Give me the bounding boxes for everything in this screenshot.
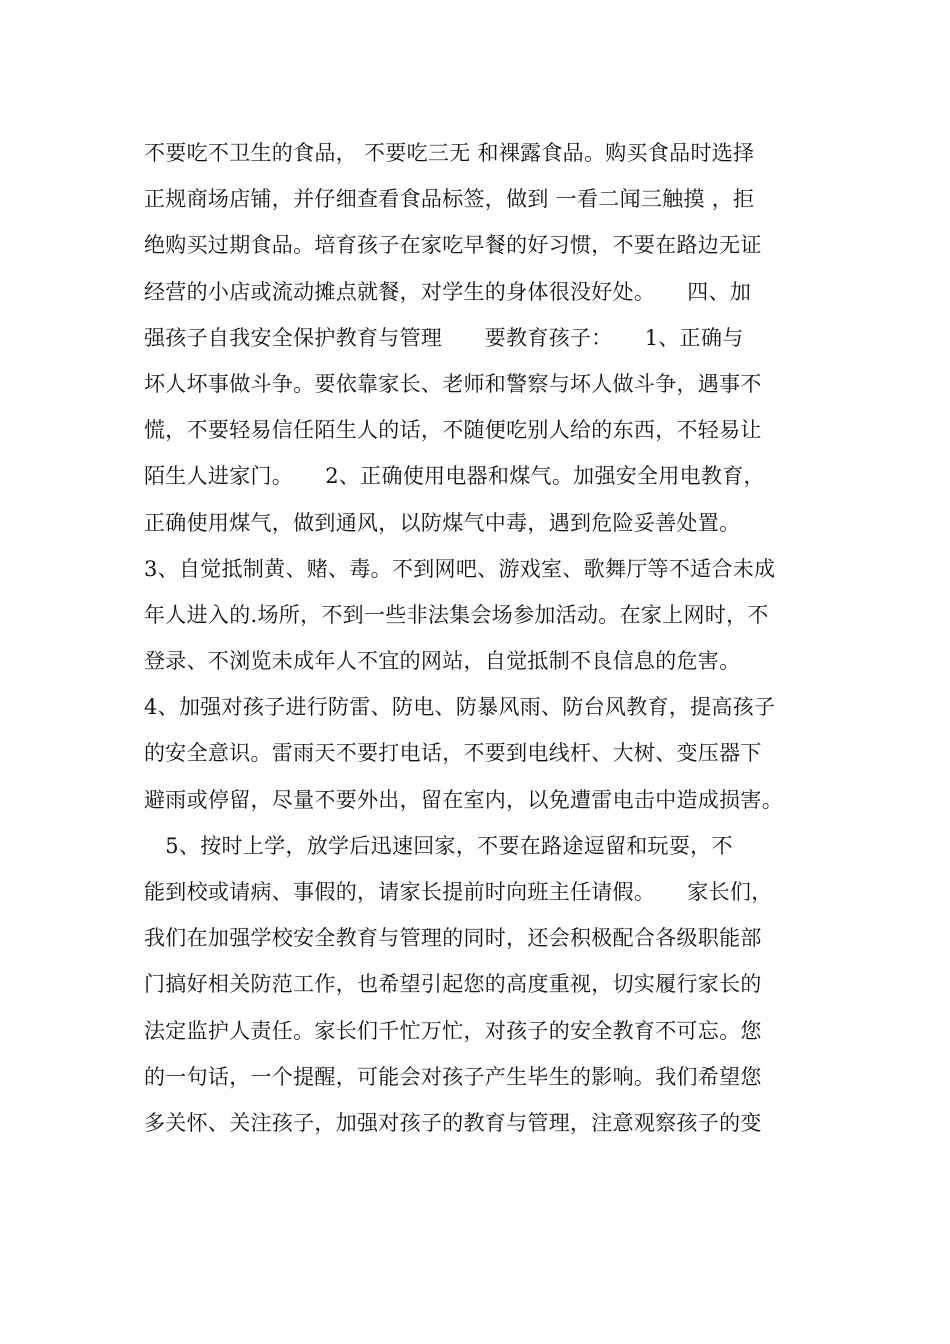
text-line: 能到校或请病、事假的，请家长提前时向班主任请假。 家长们，: [144, 880, 773, 904]
text-line: 正规商场店铺，并仔细查看食品标签，做到 一看二闻三触摸 ，拒: [144, 187, 755, 212]
text-line: 登录、不浏览未成年人不宜的网站，自觉抵制不良信息的危害。: [144, 649, 741, 674]
text-line: 不要吃不卫生的食品， 不要吃三无 和裸露食品。购买食品时选择: [144, 141, 755, 165]
text-line: 5、按时上学，放学后迅速回家，不要在路途逗留和玩耍，不: [144, 833, 733, 858]
text-line: 绝购买过期食品。培育孩子在家吃早餐的好习惯，不要在路边无证: [144, 233, 762, 258]
text-line: 坏人坏事做斗争。要依靠家长、老师和警察与坏人做斗争，遇事不: [144, 371, 762, 396]
text-line: 避雨或停留，尽量不要外出，留在室内，以免遭雷电击中造成损害。: [144, 787, 783, 812]
text-line: 陌生人进家门。 2、正确使用电器和煤气。加强安全用电教育，: [144, 464, 765, 489]
text-line: 门搞好相关防范工作，也希望引起您的高度重视，切实履行家长的: [144, 972, 762, 997]
text-line: 正确使用煤气，做到通风，以防煤气中毒，遇到危险妥善处置。: [144, 510, 741, 535]
text-line: 3、自觉抵制黄、赌、毒。不到网吧、游戏室、歌舞厅等不适合未成: [144, 556, 776, 581]
text-line: 法定监护人责任。家长们千忙万忙，对孩子的安全教育不可忘。您: [144, 1018, 762, 1043]
text-line: 4、加强对孩子进行防雷、防电、防暴风雨、防台风教育，提高孩子: [144, 695, 776, 720]
body-text: [144, 130, 824, 1146]
text-line: 我们在加强学校安全教育与管理的同时，还会积极配合各级职能部: [144, 926, 762, 951]
text-line: 多关怀、关注孩子，加强对孩子的教育与管理，注意观察孩子的变: [144, 1110, 762, 1135]
text-line: 强孩子自我安全保护教育与管理 要教育孩子： 1、正确与: [144, 325, 744, 350]
text-line: 的安全意识。雷雨天不要打电话，不要到电线杆、大树、变压器下: [144, 741, 762, 766]
text-line: 年人进入的.场所，不到一些非法集会场参加活动。在家上网时，不: [144, 602, 769, 627]
text-line: 经营的小店或流动摊点就餐，对学生的身体很没好处。 四、加: [144, 279, 752, 304]
text-line: 慌，不要轻易信任陌生人的话，不随便吃别人给的东西，不轻易让: [144, 418, 762, 443]
text-line: 的一句话，一个提醒，可能会对孩子产生毕生的影响。我们希望您: [144, 1064, 762, 1089]
